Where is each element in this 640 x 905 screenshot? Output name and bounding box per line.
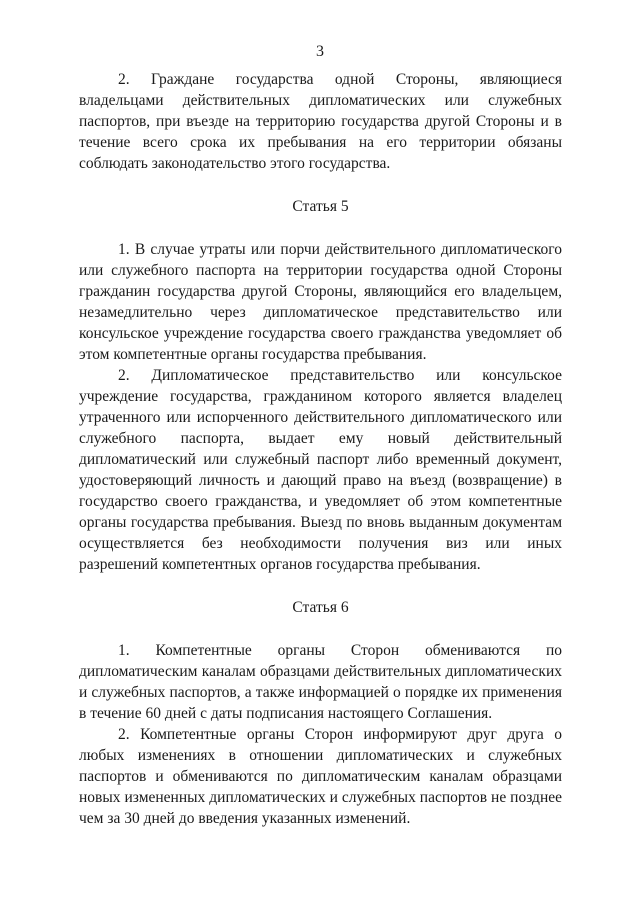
paragraph-intro-2: 2. Граждане государства одной Стороны, являющиеся владельцами действительных дипломатических или служебных паспортов, при въезде на территорию государства другой Стороны и в течение всего срока их пребывания на его территории обязаны соблюдать законодательство этого государства.: [79, 71, 562, 172]
article-5-paragraph-2: 2. Дипломатическое представительство или консульское учреждение государства, гражданином которого является владелец утраченного или испорченного действительного дипломатического или служебного паспорта, выдает ему новый действительный дипломатический или служебный паспорт либо временный документ, удостоверяющий личность и дающий право на въезд (возвращение) в государство своего гражданства, и уведомляет об этом компетентные органы государства пребывания. Выезд по вновь выданным документам осуществляется без необходимости получения виз или иных разрешений компетентных органов государства пребывания.: [79, 367, 562, 573]
article-6-paragraph-2: 2. Компетентные органы Сторон информируют друг друга о любых изменениях в отношении дипломатических и служебных паспортов и обмениваются по дипломатическим каналам образцами новых измененных дипломатических и служебных паспортов не позднее чем за 30 дней до введения указанных изменений.: [79, 726, 562, 827]
page-number: 3: [316, 43, 324, 60]
article-5-heading: Статья 5: [292, 198, 349, 215]
article-6-heading: Статья 6: [292, 599, 349, 616]
article-6-paragraph-1: 1. Компетентные органы Сторон обмениваются по дипломатическим каналам образцами действительных дипломатических и служебных паспортов, а также информацией о порядке их применения в течение 60 дней с даты подписания настоящего Соглашения.: [79, 642, 562, 722]
document-body: [79, 69, 562, 829]
article-5-paragraph-1: 1. В случае утраты или порчи действительного дипломатического или служебного паспорта на территории государства одной Стороны гражданин государства другой Стороны, являющийся его владельцем, незамедлительно через дипломатическое представительство или консульское учреждение государства своего гражданства уведомляет об этом компетентные органы государства пребывания.: [79, 241, 562, 363]
